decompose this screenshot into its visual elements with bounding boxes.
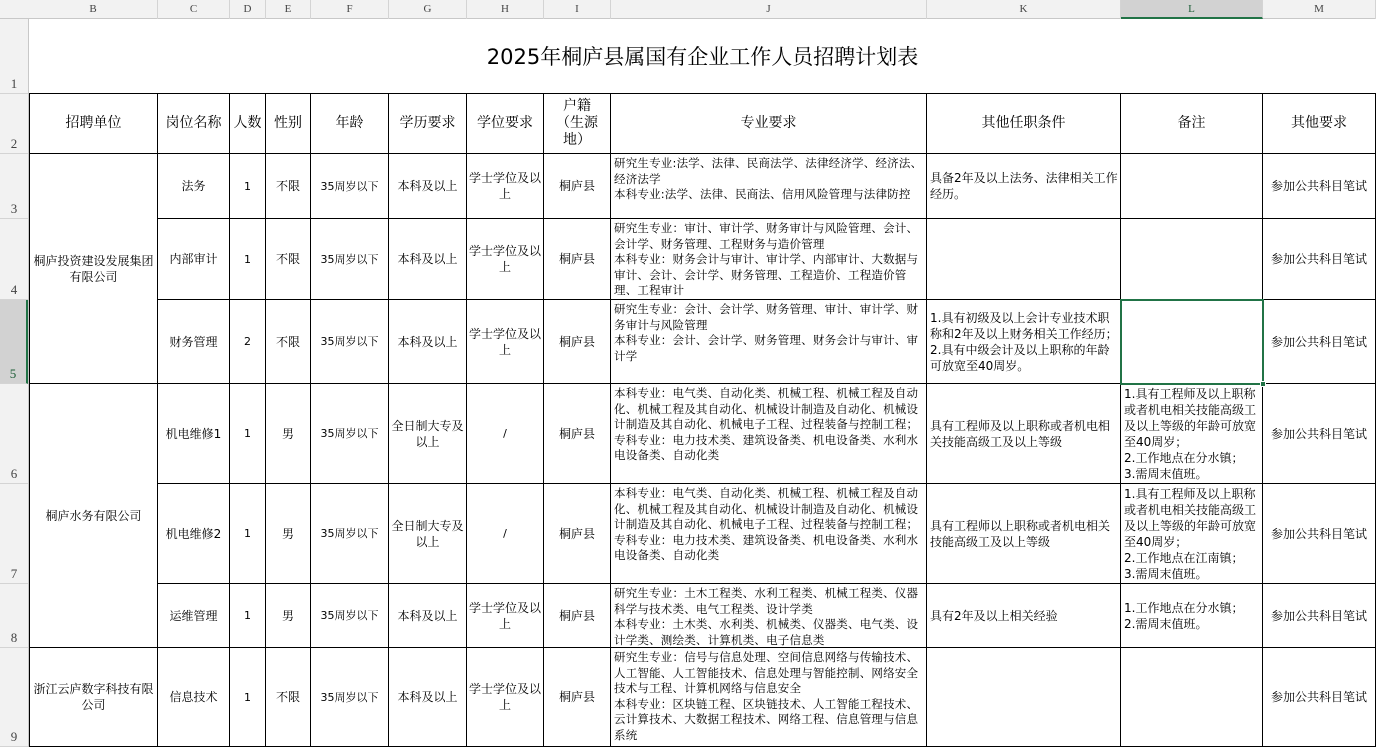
age-cell[interactable]: 35周岁以下 <box>310 153 389 219</box>
edu-cell[interactable]: 本科及以上 <box>388 647 467 747</box>
post-cell[interactable]: 运维管理 <box>157 583 230 648</box>
note-cell[interactable] <box>1120 299 1263 384</box>
note-cell[interactable]: 1.工作地点在分水镇； 2.需周末值班。 <box>1120 583 1263 648</box>
count-cell[interactable]: 1 <box>229 218 266 300</box>
row-header-9[interactable]: 9 <box>0 648 28 747</box>
count-cell[interactable]: 1 <box>229 383 266 484</box>
age-cell[interactable]: 35周岁以下 <box>310 218 389 300</box>
column-header-H[interactable]: H <box>467 0 544 19</box>
major-cell[interactable]: 研究生专业：审计、审计学、财务审计与风险管理、会计、会计学、财务管理、工程财务与造价管理 本科专业：财务会计与审计、审计学、内部审计、大数据与审计、会计、会计学、财务管理、工程造价、工程造价管理、工程审计 <box>610 218 927 300</box>
post-cell[interactable]: 机电维修1 <box>157 383 230 484</box>
column-header-L[interactable]: L <box>1121 0 1263 19</box>
major-cell[interactable]: 研究生专业：信号与信息处理、空间信息网络与传输技术、人工智能、人工智能技术、信息处理与智能控制、网络安全技术与工程、计算机网络与信息安全 本科专业：区块链工程、区块链技术、人工智能工程技术、云计算技术、大数据工程技术、网络工程、信息管理与信息系统 <box>610 647 927 747</box>
edu-cell[interactable]: 本科及以上 <box>388 153 467 219</box>
count-cell[interactable]: 1 <box>229 647 266 747</box>
row-headers <box>0 19 29 747</box>
other-req-cell[interactable]: 参加公共科目笔试 <box>1262 583 1376 648</box>
hukou-cell[interactable]: 桐庐县 <box>543 647 611 747</box>
other-cond-cell[interactable] <box>926 647 1121 747</box>
column-header-B[interactable]: B <box>29 0 158 19</box>
edu-cell[interactable]: 本科及以上 <box>388 218 467 300</box>
unit-cell[interactable]: 桐庐投资建设发展集团有限公司 <box>29 153 158 384</box>
column-header-K[interactable]: K <box>927 0 1121 19</box>
age-cell[interactable]: 35周岁以下 <box>310 483 389 584</box>
hukou-cell[interactable]: 桐庐县 <box>543 153 611 219</box>
other-cond-cell[interactable]: 具有工程师及以上职称或者机电相关技能高级工及以上等级 <box>926 383 1121 484</box>
column-header-E[interactable]: E <box>266 0 311 19</box>
row-header-5[interactable]: 5 <box>0 300 28 384</box>
column-header-J[interactable]: J <box>611 0 927 19</box>
major-cell[interactable]: 研究生专业:法学、法律、民商法学、法律经济学、经济法、经济法学 本科专业:法学、法律、民商法、信用风险管理与法律防控 <box>610 153 927 219</box>
post-cell[interactable]: 内部审计 <box>157 218 230 300</box>
column-header-I[interactable]: I <box>544 0 611 19</box>
edu-cell[interactable]: 本科及以上 <box>388 583 467 648</box>
age-cell[interactable]: 35周岁以下 <box>310 299 389 384</box>
note-cell[interactable] <box>1120 218 1263 300</box>
row-header-3[interactable]: 3 <box>0 154 28 219</box>
other-req-cell[interactable]: 参加公共科目笔试 <box>1262 383 1376 484</box>
other-req-cell[interactable]: 参加公共科目笔试 <box>1262 647 1376 747</box>
header-major[interactable]: 专业要求 <box>610 93 927 154</box>
header-other_req[interactable]: 其他要求 <box>1262 93 1376 154</box>
header-hukou[interactable]: 户籍 （生源 地） <box>543 93 611 154</box>
post-cell[interactable]: 机电维修2 <box>157 483 230 584</box>
header-note[interactable]: 备注 <box>1120 93 1263 154</box>
gender-cell[interactable]: 不限 <box>265 647 311 747</box>
row-header-1[interactable]: 1 <box>0 19 28 94</box>
note-cell[interactable]: 1.具有工程师及以上职称或者机电相关技能高级工及以上等级的年龄可放宽至40周岁； 2.工作地点在江南镇； 3.需周末值班。 <box>1120 483 1263 584</box>
header-age[interactable]: 年龄 <box>310 93 389 154</box>
other-req-cell[interactable]: 参加公共科目笔试 <box>1262 299 1376 384</box>
other-cond-cell[interactable]: 具备2年及以上法务、法律相关工作经历。 <box>926 153 1121 219</box>
header-unit[interactable]: 招聘单位 <box>29 93 158 154</box>
count-cell[interactable]: 1 <box>229 153 266 219</box>
column-header-C[interactable]: C <box>158 0 230 19</box>
row-header-6[interactable]: 6 <box>0 384 28 484</box>
count-cell[interactable]: 1 <box>229 483 266 584</box>
major-cell[interactable]: 本科专业：电气类、自动化类、机械工程、机械工程及自动化、机械工程及其自动化、机械设计制造及自动化、机械设计制造及其自动化、机械电子工程、过程装备与控制工程； 专科专业：电力技术类、建筑设备类、机电设备类、水利水电设备类、自动化类 <box>610 383 927 484</box>
header-post[interactable]: 岗位名称 <box>157 93 230 154</box>
other-cond-cell[interactable]: 具有工程师以上职称或者机电相关技能高级工及以上等级 <box>926 483 1121 584</box>
gender-cell[interactable]: 不限 <box>265 299 311 384</box>
edu-cell[interactable]: 全日制大专及以上 <box>388 383 467 484</box>
other-req-cell[interactable]: 参加公共科目笔试 <box>1262 483 1376 584</box>
count-cell[interactable]: 2 <box>229 299 266 384</box>
edu-cell[interactable]: 全日制大专及以上 <box>388 483 467 584</box>
sheet-title[interactable]: 2025年桐庐县属国有企业工作人员招聘计划表 <box>29 19 1376 94</box>
note-cell[interactable] <box>1120 153 1263 219</box>
post-cell[interactable]: 法务 <box>157 153 230 219</box>
degree-cell[interactable]: / <box>466 483 544 584</box>
gender-cell[interactable]: 男 <box>265 383 311 484</box>
unit-cell[interactable]: 桐庐水务有限公司 <box>29 383 158 648</box>
hukou-cell[interactable]: 桐庐县 <box>543 383 611 484</box>
gender-cell[interactable]: 不限 <box>265 218 311 300</box>
other-cond-cell[interactable]: 1.具有初级及以上会计专业技术职称和2年及以上财务相关工作经历； 2.具有中级会计及以上职称的年龄可放宽至40周岁。 <box>926 299 1121 384</box>
other-req-cell[interactable]: 参加公共科目笔试 <box>1262 153 1376 219</box>
major-cell[interactable]: 研究生专业：会计、会计学、财务管理、审计、审计学、财务审计与风险管理 本科专业：会计、会计学、财务管理、财务会计与审计、审计学 <box>610 299 927 384</box>
other-cond-cell[interactable]: 具有2年及以上相关经验 <box>926 583 1121 648</box>
header-degree[interactable]: 学位要求 <box>466 93 544 154</box>
other-cond-cell[interactable] <box>926 218 1121 300</box>
degree-cell[interactable]: 学士学位及以上 <box>466 153 544 219</box>
column-header-F[interactable]: F <box>311 0 389 19</box>
degree-cell[interactable]: 学士学位及以上 <box>466 583 544 648</box>
degree-cell[interactable]: 学士学位及以上 <box>466 647 544 747</box>
hukou-cell[interactable]: 桐庐县 <box>543 218 611 300</box>
post-cell[interactable]: 信息技术 <box>157 647 230 747</box>
row-header-4[interactable]: 4 <box>0 219 28 300</box>
header-edu[interactable]: 学历要求 <box>388 93 467 154</box>
column-header-G[interactable]: G <box>389 0 467 19</box>
count-cell[interactable]: 1 <box>229 583 266 648</box>
gender-cell[interactable]: 不限 <box>265 153 311 219</box>
hukou-cell[interactable]: 桐庐县 <box>543 583 611 648</box>
header-other_cond[interactable]: 其他任职条件 <box>926 93 1121 154</box>
age-cell[interactable]: 35周岁以下 <box>310 383 389 484</box>
note-cell[interactable] <box>1120 647 1263 747</box>
degree-cell[interactable]: 学士学位及以上 <box>466 218 544 300</box>
post-cell[interactable]: 财务管理 <box>157 299 230 384</box>
degree-cell[interactable]: 学士学位及以上 <box>466 299 544 384</box>
hukou-cell[interactable]: 桐庐县 <box>543 299 611 384</box>
gender-cell[interactable]: 男 <box>265 583 311 648</box>
row-header-7[interactable]: 7 <box>0 484 28 584</box>
degree-cell[interactable]: / <box>466 383 544 484</box>
age-cell[interactable]: 35周岁以下 <box>310 647 389 747</box>
fill-handle[interactable] <box>1260 381 1266 387</box>
unit-cell[interactable]: 浙江云庐数字科技有限公司 <box>29 647 158 747</box>
major-cell[interactable]: 研究生专业：土木工程类、水利工程类、机械工程类、仪器科学与技术类、电气工程类、设计学类 本科专业：土木类、水利类、机械类、仪器类、电气类、设计学类、测绘类、计算机类、电子信息类 <box>610 583 927 648</box>
note-cell[interactable]: 1.具有工程师及以上职称或者机电相关技能高级工及以上等级的年龄可放宽至40周岁； 2.工作地点在分水镇； 3.需周末值班。 <box>1120 383 1263 484</box>
gender-cell[interactable]: 男 <box>265 483 311 584</box>
other-req-cell[interactable]: 参加公共科目笔试 <box>1262 218 1376 300</box>
major-cell[interactable]: 本科专业：电气类、自动化类、机械工程、机械工程及自动化、机械工程及其自动化、机械设计制造及自动化、机械设计制造及其自动化、机械电子工程、过程装备与控制工程； 专科专业：电力技术类、建筑设备类、机电设备类、水利水电设备类、自动化类 <box>610 483 927 584</box>
row-header-8[interactable]: 8 <box>0 584 28 648</box>
column-header-D[interactable]: D <box>230 0 266 19</box>
header-count[interactable]: 人数 <box>229 93 266 154</box>
edu-cell[interactable]: 本科及以上 <box>388 299 467 384</box>
hukou-cell[interactable]: 桐庐县 <box>543 483 611 584</box>
column-headers <box>0 0 1376 19</box>
header-gender[interactable]: 性别 <box>265 93 311 154</box>
row-header-2[interactable]: 2 <box>0 94 28 154</box>
column-header-M[interactable]: M <box>1263 0 1376 19</box>
age-cell[interactable]: 35周岁以下 <box>310 583 389 648</box>
